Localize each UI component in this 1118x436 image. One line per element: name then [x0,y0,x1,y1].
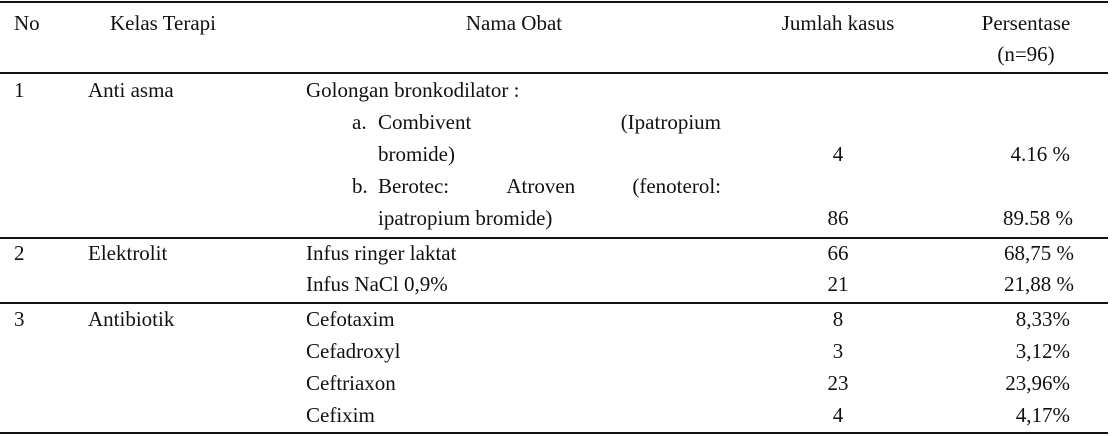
group-3-row-3-jumlah: 23 [827,371,849,395]
group-2-row-2-persen: 21,88 % [1004,272,1074,296]
item-b-line1-part2: Atroven [506,174,576,198]
group-3-row-1-nama: Cefotaxim [306,307,395,331]
group-1-intro: Golongan bronkodilator : [306,78,520,102]
header-kelas-terapi: Kelas Terapi [110,11,217,35]
group-2-kelas: Elektrolit [88,241,168,265]
group-3-row-2-nama: Cefadroxyl [306,339,401,363]
group-3-row-3-persen: 23,96% [1005,371,1070,395]
bottom-rule [0,432,1108,434]
item-b-jumlah: 86 [827,206,849,230]
item-a-line1 [378,112,721,133]
item-a-line2: bromide) [378,142,455,166]
group-3-row-4-nama: Cefixim [306,403,375,427]
top-rule [0,1,1108,3]
header-rule [0,72,1108,74]
item-b-line1-part3: (fenoterol: [632,174,721,198]
group-2-no: 2 [14,241,25,265]
group-3-row-1-persen: 8,33% [1015,307,1070,331]
group-1-kelas: Anti asma [88,78,174,102]
group-2-row-1-nama: Infus ringer laktat [306,241,457,265]
group-1-rule [0,237,1108,239]
item-b-line2: ipatropium bromide) [378,206,553,230]
item-b-persen: 89.58 % [1003,206,1073,230]
group-3-no: 3 [14,307,25,331]
group-3-row-4-persen: 4,17% [1015,403,1070,427]
group-3-row-4-jumlah: 4 [832,403,844,427]
header-persentase-n: (n=96) [997,42,1055,66]
group-2-row-2-nama: Infus NaCl 0,9% [306,272,448,296]
header-persentase: Persentase [981,11,1071,35]
group-3-kelas: Antibiotik [88,307,175,331]
item-a-persen: 4.16 % [1010,142,1070,166]
item-b-line1 [378,176,721,197]
group-2-rule [0,302,1108,304]
header-jumlah-kasus: Jumlah kasus [781,11,895,35]
item-b-marker: b. [352,174,368,198]
item-a-line1-part1: Combivent [378,110,472,134]
group-3-row-3-nama: Ceftriaxon [306,371,396,395]
item-b-line1-part1: Berotec: [378,174,450,198]
group-3-row-1-jumlah: 8 [832,307,844,331]
group-3-row-2-jumlah: 3 [832,339,844,363]
group-2-row-2-jumlah: 21 [827,272,849,296]
header-nama-obat: Nama Obat [465,11,563,35]
group-3-row-2-persen: 3,12% [1015,339,1070,363]
item-a-marker: a. [352,110,367,134]
item-a-line1-part2: (Ipatropium [620,110,721,134]
group-1-no: 1 [14,78,25,102]
group-2-row-1-persen: 68,75 % [1004,241,1074,265]
item-a-jumlah: 4 [832,142,844,166]
header-no: No [14,11,40,35]
group-2-row-1-jumlah: 66 [827,241,849,265]
